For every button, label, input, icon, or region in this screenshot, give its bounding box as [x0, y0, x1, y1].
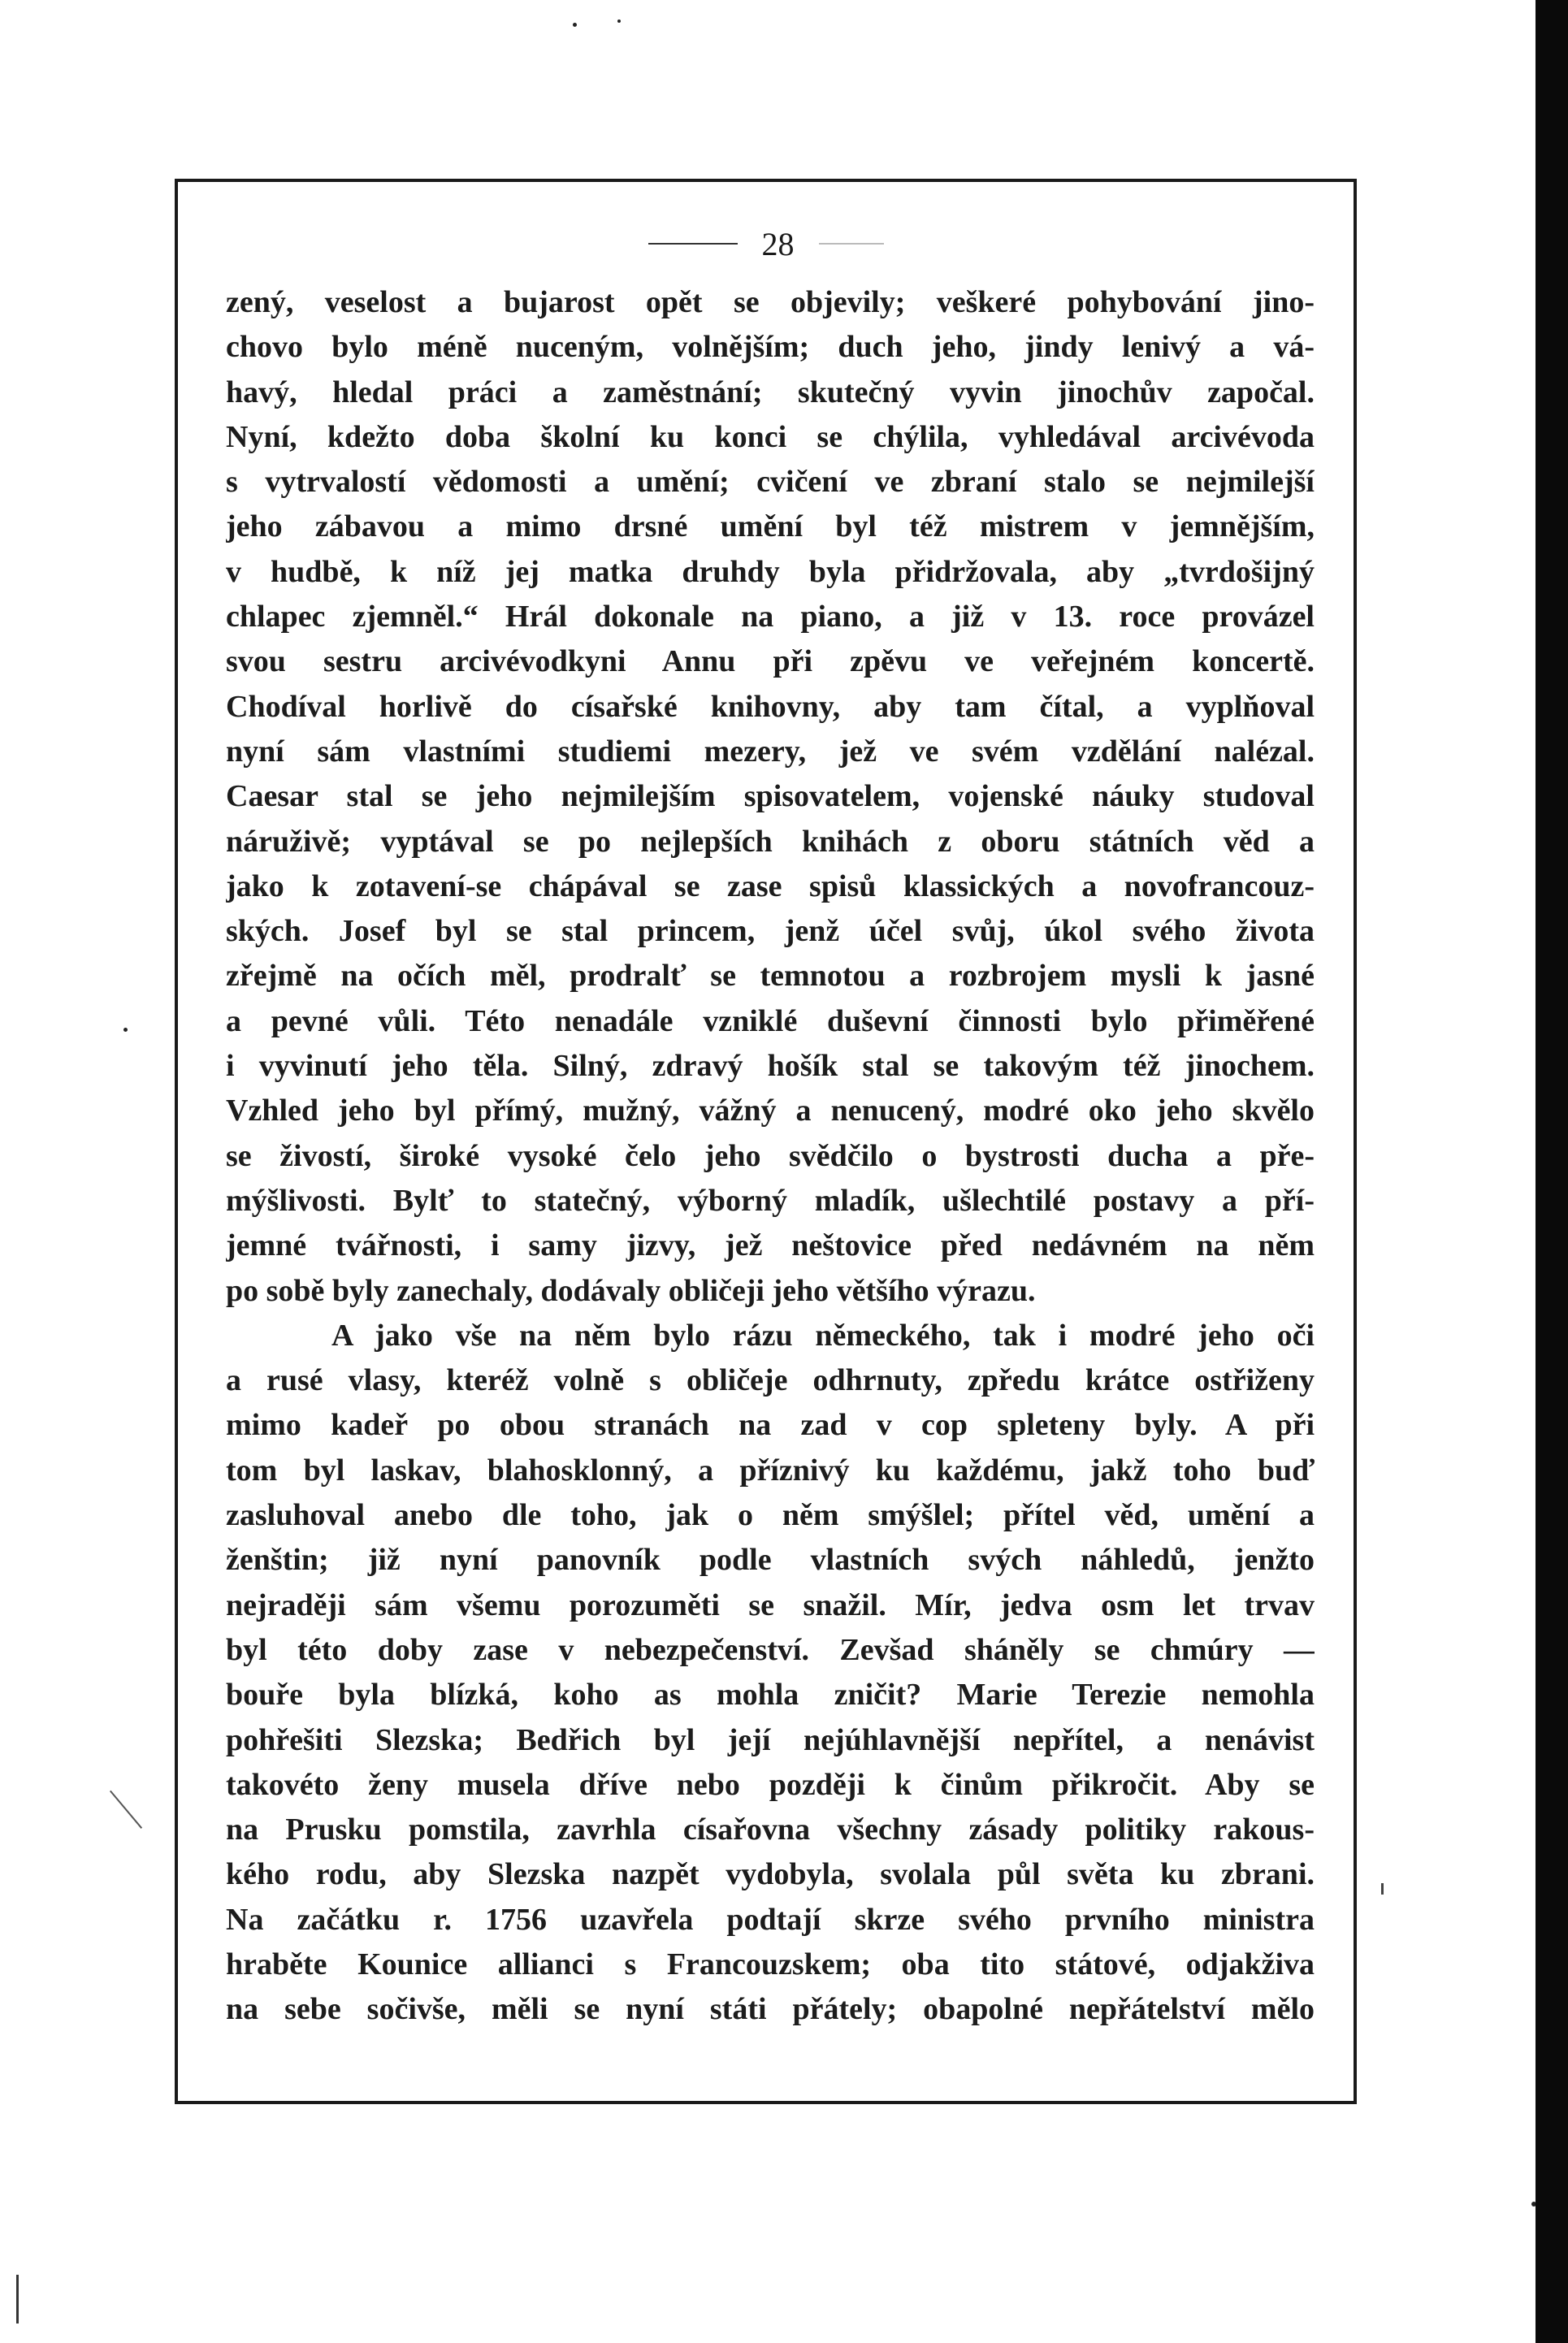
text-line: náruživě; vyptával se po nejlepších knihách z oboru státních věd a [226, 824, 1315, 859]
text-line: mimo kadeř po obou stranách na zad v cop spleteny byly. A při [226, 1408, 1315, 1443]
text-line: byl této doby zase v nebezpečenství. Zevšad sháněly se chmúry — [226, 1632, 1315, 1667]
text-line: zený, veselost a bujarost opět se objevily; veškeré pohybování jino- [226, 285, 1315, 319]
text-line: se živostí, široké vysoké čelo jeho svědčilo o bystrosti ducha a pře- [226, 1138, 1315, 1173]
text-line: na sebe sočivše, měli se nyní státi přátely; obapolné nepřátelství mělo [226, 1992, 1315, 2027]
text-line: Nyní, kdežto doba školní ku konci se chýlila, vyhledával arcivévoda [226, 419, 1315, 454]
text-line: jeho zábavou a mimo drsné umění byl též mistrem v jemnějším, [226, 509, 1315, 544]
text-line: Chodíval horlivě do císařské knihovny, aby tam čítal, a vyplňoval [226, 689, 1315, 724]
text-line: Na začátku r. 1756 uzavřela podtají skrze svého prvního ministra [226, 1902, 1315, 1937]
text-line: bouře byla blízká, koho as mohla zničit? Marie Terezie nemohla [226, 1678, 1315, 1713]
paragraph-end-line: po sobě byly zanechaly, dodávaly obličeji jeho většího výrazu. [226, 1273, 1036, 1308]
dust-speck [123, 1028, 128, 1032]
header-rule-right [819, 243, 884, 245]
text-line: havý, hledal práci a zaměstnání; skutečný vyvin jinochův započal. [226, 375, 1315, 409]
right-margin-mark [1381, 1883, 1384, 1895]
page-number: 28 [761, 225, 795, 262]
text-line: hraběte Kounice allianci s Francouzskem; oba tito státové, odjakživa [226, 1947, 1315, 1981]
text-line: jemné tvářnosti, i samy jizvy, jež neštovice před nedávném na něm [226, 1228, 1315, 1263]
text-line: a rusé vlasy, kteréž volně s obličeje odhrnuty, zpředu krátce ostřiženy [226, 1363, 1315, 1398]
text-line: kého rodu, aby Slezska nazpět vydobyla, svolala půl světa ku zbrani. [226, 1857, 1315, 1892]
text-line: i vyvinutí jeho těla. Silný, zdravý hošík stal se takovým též jinochem. [226, 1049, 1315, 1084]
text-line: pohřešiti Slezska; Bedřich byl její nejúhlavnější nepřítel, a nenávist [226, 1722, 1315, 1757]
text-line: chlapec zjemněl.“ Hrál dokonale na piano, a již v 13. roce provázel [226, 600, 1315, 634]
scan-border [1536, 0, 1568, 2343]
paragraph-start-line: A jako vše na něm bylo rázu německého, tak i modré jeho oči [331, 1318, 1315, 1353]
header-rule-left [648, 243, 738, 245]
text-line: zřejmě na očích měl, prodralť se temnotou a rozbrojem mysli k jasné [226, 959, 1315, 994]
body-text [226, 280, 1315, 2033]
text-line: Caesar stal se jeho nejmilejším spisovatelem, vojenské náuky studoval [226, 779, 1315, 814]
text-line: zasluhoval anebo dle toho, jak o něm smýšlel; přítel věd, umění a [226, 1498, 1315, 1533]
text-line: s vytrvalostí vědomosti a umění; cvičení ve zbraní stalo se nejmilejší [226, 465, 1315, 500]
text-line: svou sestru arcivévodkyni Annu při zpěvu ve veřejném koncertě. [226, 644, 1315, 679]
text-line: jako k zotavení-se chápával se zase spisů klassických a novofrancouz- [226, 868, 1315, 903]
text-line: ských. Josef byl se stal princem, jenž účel svůj, úkol svého života [226, 914, 1315, 949]
text-line: a pevné vůli. Této nenadále vzniklé duševní činnosti bylo přiměřené [226, 1003, 1315, 1038]
dust-speck [573, 23, 577, 27]
text-line: tom byl laskav, blahosklonný, a příznivý ku každému, jakž toho buď [226, 1453, 1315, 1488]
text-line: chovo bylo méně nuceným, volnějším; duch jeho, jindy lenivý a vá- [226, 330, 1315, 365]
text-line: takovéto ženy musela dříve nebo později k činům přikročit. Aby se [226, 1767, 1315, 1802]
left-margin-mark [16, 2275, 19, 2324]
dust-speck [617, 19, 621, 23]
text-line: nejraději sám všemu porozuměti se snažil. Mír, jedva osm let trvav [226, 1587, 1315, 1622]
stray-scan-mark [110, 1791, 142, 1829]
text-line: v hudbě, k níž jej matka druhdy byla přidržovala, aby „tvrdošijný [226, 554, 1315, 589]
text-line: Vzhled jeho byl přímý, mužný, vážný a nenucený, modré oko jeho skvělo [226, 1094, 1315, 1128]
text-line: ženštin; již nyní panovník podle vlastních svých náhledů, jenžto [226, 1543, 1315, 1578]
text-line: mýšlivosti. Bylť to statečný, výborný mladík, ušlechtilé postavy a pří- [226, 1183, 1315, 1218]
text-line: na Prusku pomstila, zavrhla císařovna všechny zásady politiky rakous- [226, 1812, 1315, 1847]
page-header [175, 219, 1357, 268]
text-line: nyní sám vlastními studiemi mezery, jež ve svém vzdělání nalézal. [226, 734, 1315, 769]
